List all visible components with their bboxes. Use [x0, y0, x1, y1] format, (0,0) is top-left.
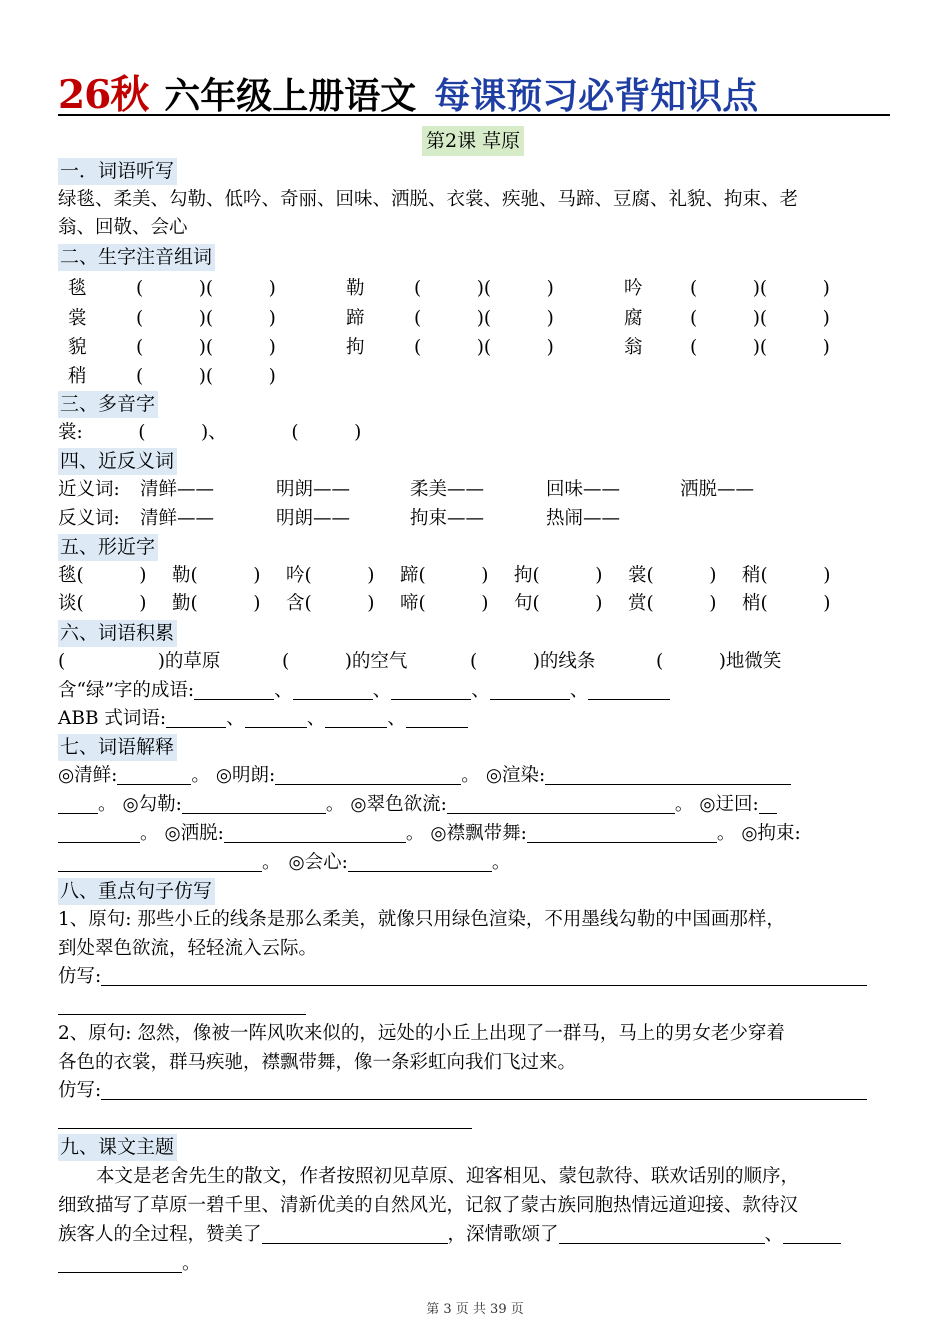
page-footer: 第 3 页 共 39 页	[426, 1302, 524, 1317]
answer-blank[interactable]	[101, 1079, 867, 1100]
separator: 、	[306, 708, 326, 729]
term: ◎拘束:	[741, 823, 801, 844]
separator: 、	[569, 680, 589, 701]
s5-item: 谈( )	[58, 593, 147, 614]
answer-blank[interactable]	[166, 707, 226, 728]
s5-item: 勒( )	[172, 565, 261, 586]
section-7-title: 七、词语解释	[58, 734, 177, 761]
header-suffix: 每课预习必背知识点	[434, 75, 759, 117]
answer-blank[interactable]	[293, 679, 373, 700]
s2-char: 裳	[68, 308, 87, 329]
s2-blank: ( )( )	[414, 278, 554, 299]
page-header	[58, 64, 890, 116]
answer-blank[interactable]	[447, 793, 675, 814]
s8-q1-line-1: 1、原句: 那些小丘的线条是那么柔美，就像只用绿色渲染，不用墨线勾勒的中国画那样，	[58, 909, 785, 930]
s8-q2-line-1: 2、原句: 忽然，像被一阵风吹来似的，远处的小丘上出现了一群马，马上的男女老少穿着	[58, 1023, 785, 1044]
s2-char: 勒	[346, 278, 365, 299]
header-prefix: 26秋	[58, 72, 149, 118]
s7-line-3	[58, 820, 801, 848]
period: 。	[191, 765, 210, 786]
answer-blank[interactable]	[759, 793, 777, 814]
period: 。	[716, 823, 736, 844]
s7-line-4	[58, 849, 510, 877]
s8-q2-line-2: 各色的衣裳，群马疾驰，襟飘带舞，像一条彩虹向我们飞过来。	[58, 1052, 577, 1073]
s2-char: 貌	[68, 337, 87, 358]
s4-near-item: 明朗——	[276, 479, 351, 500]
answer-blank[interactable]	[588, 679, 670, 700]
answer-blank[interactable]	[406, 707, 468, 728]
s6-phrase: ( )的线条	[470, 651, 596, 672]
s2-char: 稍	[68, 366, 87, 387]
s6-phrase: ( )的空气	[282, 651, 408, 672]
period: 。	[491, 852, 511, 873]
period: 。	[98, 794, 117, 815]
section-1-title: 一．词语听写	[58, 158, 177, 185]
s5-item: 裳( )	[628, 565, 717, 586]
answer-blank[interactable]	[348, 851, 492, 872]
s5-item: 啼( )	[400, 593, 489, 614]
s2-blank: ( )( )	[690, 278, 830, 299]
s2-blank: ( )( )	[136, 278, 276, 299]
s2-char: 拘	[346, 337, 365, 358]
answer-blank[interactable]	[194, 679, 274, 700]
answer-blank[interactable]	[58, 822, 140, 843]
answer-blank[interactable]	[101, 965, 867, 986]
answer-blank[interactable]	[545, 764, 791, 785]
term: ◎迂回:	[699, 794, 759, 815]
s2-char: 腐	[624, 308, 643, 329]
s2-char: 吟	[624, 278, 643, 299]
s5-item: 赏( )	[628, 593, 717, 614]
answer-blank[interactable]	[58, 1108, 472, 1129]
section-8-title: 八、重点句子仿写	[58, 878, 215, 905]
s6-idiom-line	[58, 677, 670, 705]
section-9-title: 九、课文主题	[58, 1134, 177, 1161]
s2-blank: ( )( )	[136, 337, 276, 358]
s4-near-item: 洒脱——	[680, 479, 755, 500]
write-label: 仿写:	[58, 1080, 102, 1101]
s5-item: 含( )	[286, 593, 375, 614]
period: 。	[674, 794, 694, 815]
s4-anti-label: 反义词:	[58, 508, 120, 529]
text: 族客人的全过程，赞美了	[58, 1224, 262, 1245]
s7-line-2	[58, 791, 777, 819]
s2-blank: ( )( )	[414, 308, 554, 329]
s2-char: 翁	[624, 337, 643, 358]
s9-line-2: 细致描写了草原一碧千里、清新优美的自然风光，记叙了蒙古族同胞热情远道迎接、款待汉	[58, 1195, 799, 1216]
header-rule	[58, 114, 890, 116]
s4-anti-item: 热闹——	[546, 508, 621, 529]
text: ，深情歌颂了	[447, 1224, 559, 1245]
answer-blank[interactable]	[182, 793, 326, 814]
s9-line-4	[58, 1250, 201, 1278]
term: ◎会心:	[288, 852, 348, 873]
answer-blank[interactable]	[245, 707, 307, 728]
s5-item: 蹄( )	[400, 565, 489, 586]
period: 。	[140, 823, 159, 844]
s3-line: 裳: ( )、 ( )	[58, 422, 362, 443]
s4-near-item: 柔美——	[410, 479, 485, 500]
s4-anti-item: 明朗——	[276, 508, 351, 529]
section-6-title: 六、词语积累	[58, 620, 177, 647]
s6-phrase: ( )地微笑	[656, 651, 782, 672]
s4-anti-item: 清鲜——	[140, 508, 215, 529]
s5-item: 梢( )	[742, 593, 831, 614]
s2-char: 毯	[68, 278, 87, 299]
s5-item: 毯( )	[58, 565, 147, 586]
s6-abb-line	[58, 705, 468, 733]
s9-line-1: 本文是老舍先生的散文，作者按照初见草原、迎客相见、蒙包款待、联欢话别的顺序，	[96, 1166, 800, 1187]
term: ◎洒脱:	[164, 823, 224, 844]
s1-line-1: 绿毯、柔美、勾勒、低吟、奇丽、回味、洒脱、衣裳、疾驰、马蹄、豆腐、礼貌、拘束、老	[58, 189, 799, 210]
s5-item: 稍( )	[742, 565, 831, 586]
s5-item: 吟( )	[286, 565, 375, 586]
term: ◎勾勒:	[122, 794, 182, 815]
s2-blank: ( )( )	[690, 308, 830, 329]
s2-char: 蹄	[346, 308, 365, 329]
s6-phrase: ( )的草原	[58, 651, 221, 672]
term: ◎明朗:	[215, 765, 276, 786]
separator: 、	[274, 680, 293, 701]
s8-q2-write-line-2	[58, 1106, 472, 1134]
period: 。	[325, 794, 345, 815]
s7-line-1	[58, 762, 791, 790]
write-label: 仿写:	[58, 966, 102, 987]
s2-blank: ( )( )	[136, 366, 276, 387]
s4-near-label: 近义词:	[58, 479, 120, 500]
s8-q1-write-line	[58, 963, 867, 991]
answer-blank[interactable]	[275, 764, 461, 785]
answer-blank[interactable]	[490, 679, 570, 700]
answer-blank[interactable]	[224, 822, 406, 843]
term: ◎清鲜:	[58, 765, 118, 786]
answer-blank[interactable]	[58, 994, 306, 1015]
s4-near-item: 回味——	[546, 479, 621, 500]
s4-near-item: 清鲜——	[140, 479, 215, 500]
answer-blank[interactable]	[527, 822, 717, 843]
lesson-title: 第2课 草原	[422, 126, 524, 156]
period: 。	[182, 1253, 201, 1274]
s8-q1-write-line-2	[58, 992, 306, 1020]
answer-blank[interactable]	[58, 851, 262, 872]
s5-item: 拘( )	[514, 565, 603, 586]
answer-blank[interactable]	[58, 1252, 182, 1273]
term: ◎翠色欲流:	[350, 794, 447, 815]
answer-blank[interactable]	[559, 1223, 765, 1244]
s6-abb-label: ABB 式词语:	[58, 708, 167, 729]
term: ◎渲染:	[485, 765, 546, 786]
separator: 、	[764, 1224, 784, 1245]
s8-q1-line-2: 到处翠色欲流，轻轻流入云际。	[58, 938, 318, 959]
section-4-title: 四、近反义词	[58, 448, 177, 475]
s2-blank: ( )( )	[136, 308, 276, 329]
s5-item: 句( )	[514, 593, 603, 614]
s4-anti-item: 拘束——	[410, 508, 485, 529]
s5-item: 勤( )	[172, 593, 261, 614]
s6-idiom-label: 含“绿”字的成语:	[58, 680, 195, 701]
period: 。	[262, 852, 281, 873]
s9-line-3	[58, 1221, 841, 1249]
answer-blank[interactable]	[117, 764, 191, 785]
s2-blank: ( )( )	[690, 337, 830, 358]
separator: 、	[226, 708, 245, 729]
answer-blank[interactable]	[58, 793, 98, 814]
answer-blank[interactable]	[262, 1223, 448, 1244]
answer-blank[interactable]	[391, 679, 471, 700]
separator: 、	[372, 680, 392, 701]
term: ◎襟飘带舞:	[430, 823, 527, 844]
answer-blank[interactable]	[783, 1223, 841, 1244]
header-middle: 六年级上册语文	[164, 75, 417, 117]
s8-q2-write-line	[58, 1077, 867, 1105]
section-2-title: 二、生字注音组词	[58, 244, 215, 271]
period: 。	[461, 765, 480, 786]
s2-blank: ( )( )	[414, 337, 554, 358]
s1-line-2: 翁、回敬、会心	[58, 217, 188, 238]
section-3-title: 三、多音字	[58, 391, 158, 418]
answer-blank[interactable]	[325, 707, 387, 728]
period: 。	[405, 823, 425, 844]
section-5-title: 五、形近字	[58, 534, 158, 561]
separator: 、	[471, 680, 490, 701]
separator: 、	[387, 708, 406, 729]
